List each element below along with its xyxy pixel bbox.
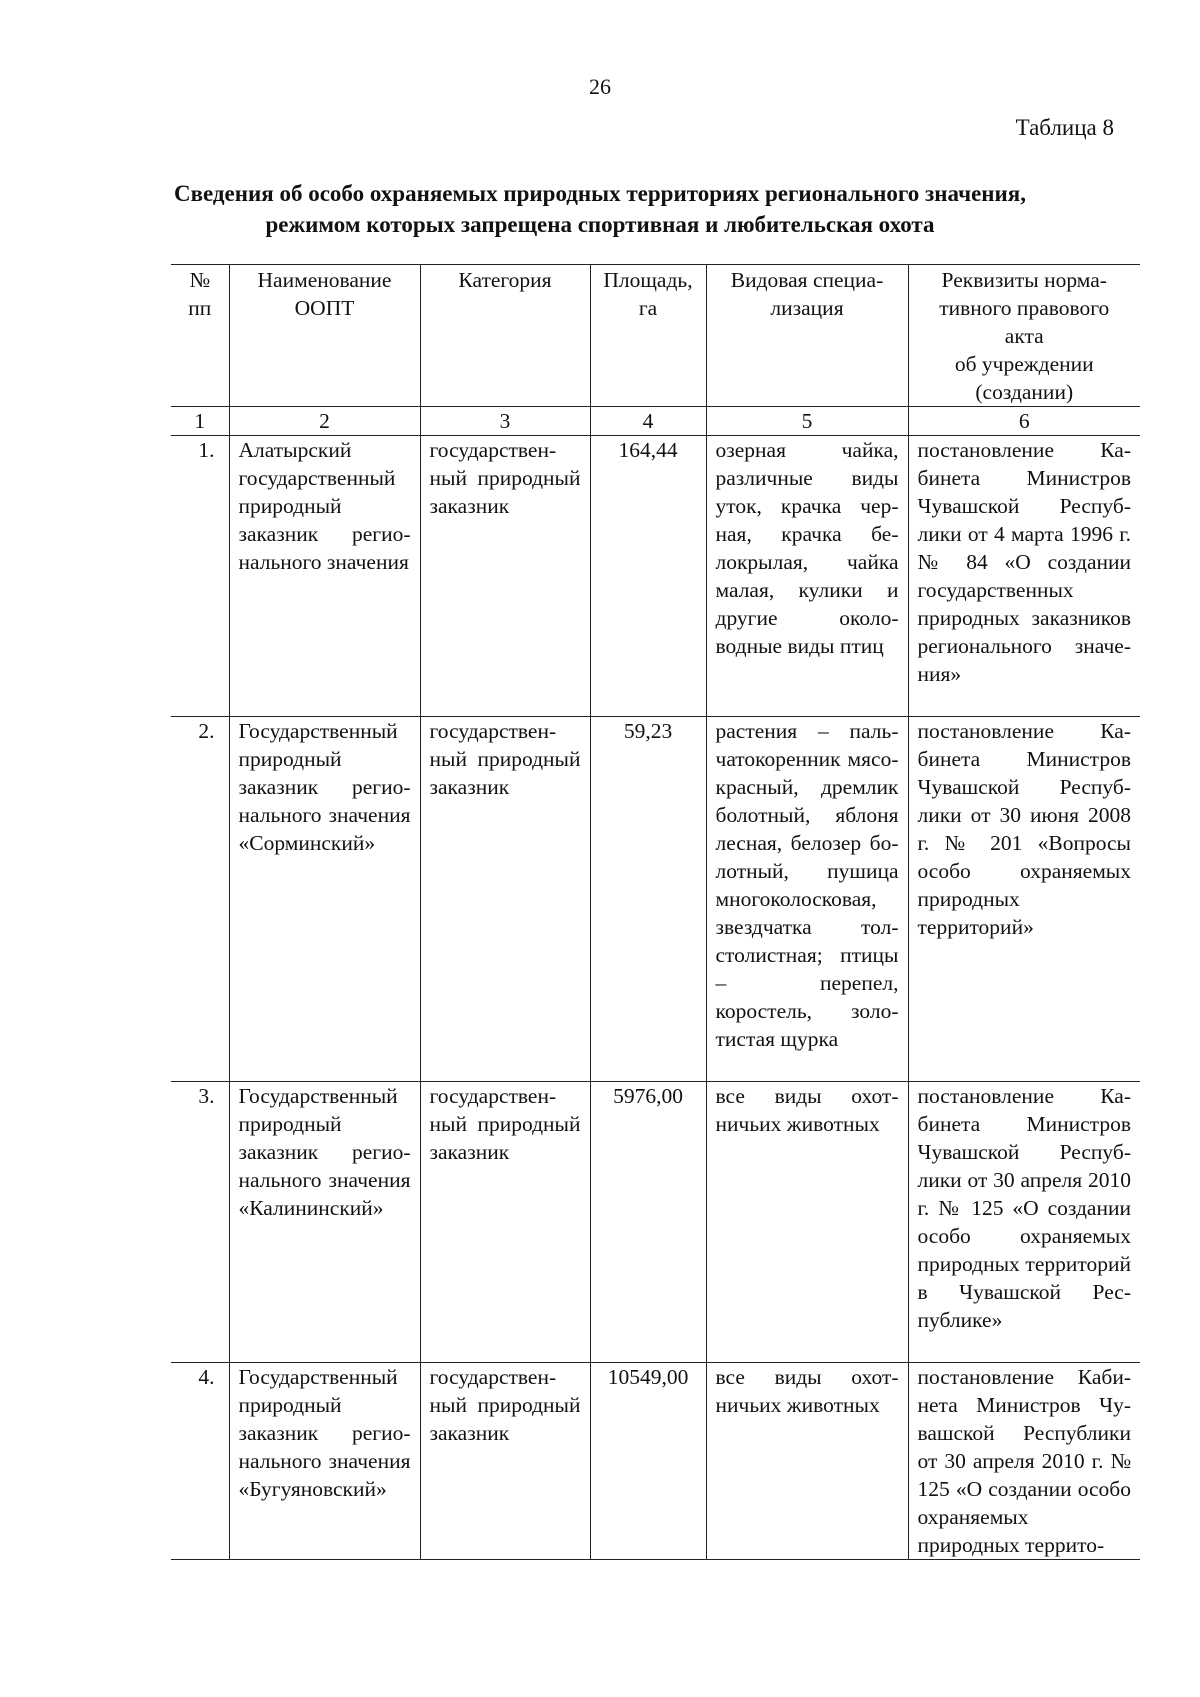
area-name: Государственный природный заказник регионального значения «Калининский» (229, 1082, 420, 1363)
legal-act: постановление Кабинета Министров Чувашской Республики от 30 апреля 2010 г. № 125 «О создании особо охраняемых природных территорий в Чувашской Республике» (908, 1082, 1140, 1363)
column-number: 6 (908, 407, 1140, 436)
area-category: государственный природный заказник (420, 1082, 590, 1363)
species-specialization: все виды охотничьих животных (706, 1363, 908, 1560)
area-name: Алатырский государственный природный заказник регионального значения (229, 436, 420, 717)
table-row (171, 1363, 1140, 1560)
column-number: 5 (706, 407, 908, 436)
area-name: Государственный природный заказник регионального значения «Бугуяновский» (229, 1363, 420, 1560)
column-number: 4 (590, 407, 706, 436)
area-size: 164,44 (590, 436, 706, 717)
legal-act: постановление Кабинета Министров Чувашской Республики от 30 июня 2008 г. № 201 «Вопросы особо охраняемых природных территорий» (908, 717, 1140, 1082)
area-size: 5976,00 (590, 1082, 706, 1363)
header-area: Площадь, га (590, 265, 706, 407)
document-title: Сведения об особо охраняемых природных территориях регионального значения, режимом которых запрещена спортивная и любительская охота (173, 181, 1026, 237)
column-number: 3 (420, 407, 590, 436)
row-number: 2. (171, 717, 229, 1082)
protected-areas-table (171, 264, 1140, 1560)
header-species: Видовая специа- лизация (706, 265, 908, 407)
table-row (171, 1082, 1140, 1363)
column-number: 2 (229, 407, 420, 436)
species-specialization: все виды охотничьих животных (706, 1082, 908, 1363)
column-number-row (171, 407, 1140, 436)
row-number: 1. (171, 436, 229, 717)
header-name: Наименование ООПТ (229, 265, 420, 407)
row-number: 3. (171, 1082, 229, 1363)
area-category: государственный природный заказник (420, 1363, 590, 1560)
table-label: Таблица 8 (1015, 115, 1114, 140)
row-number: 4. (171, 1363, 229, 1560)
species-specialization: растения – пальчатокоренник мясо-красный, дремлик болотный, яблоня лесная, белозер болотный, пушица многоколосковая, звездчатка толстолистная; птицы – перепел, коростель, золотистая щурка (706, 717, 908, 1082)
area-size: 10549,00 (590, 1363, 706, 1560)
header-number: № пп (171, 265, 229, 407)
table-row (171, 717, 1140, 1082)
header-category: Категория (420, 265, 590, 407)
legal-act: постановление Кабинета Министров Чувашской Республики от 30 апреля 2010 г. № 125 «О создании особо охраняемых природных террито- (908, 1363, 1140, 1560)
area-category: государственный природный заказник (420, 717, 590, 1082)
legal-act: постановление Кабинета Министров Чувашской Республики от 4 марта 1996 г. № 84 «О создании государственных природных заказников регионального значения» (908, 436, 1140, 717)
area-name: Государственный природный заказник регионального значения «Сорминский» (229, 717, 420, 1082)
page-number: 26 (589, 74, 611, 99)
column-number: 1 (171, 407, 229, 436)
species-specialization: озерная чайка, различные виды уток, крачка черная, крачка белокрылая, чайка малая, кулики и другие околоводные виды птиц (706, 436, 908, 717)
table-row (171, 436, 1140, 717)
header-legal-act: Реквизиты норма- тивного правового акта об учреждении (создании) (908, 265, 1140, 407)
area-category: государственный природный заказник (420, 436, 590, 717)
area-size: 59,23 (590, 717, 706, 1082)
table-header-row (171, 265, 1140, 407)
